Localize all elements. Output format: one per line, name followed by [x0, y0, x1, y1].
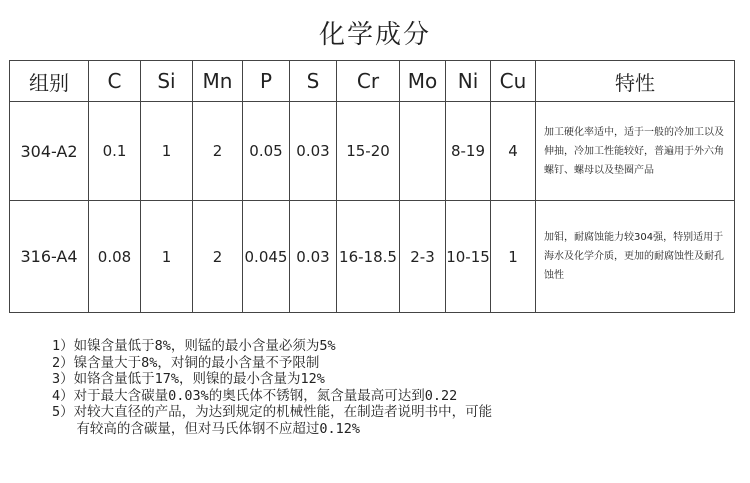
cell-c: 0.1 — [89, 102, 141, 201]
cell-property: 加钼，耐腐蚀能力较304强，特别适用于海水及化学介质，更加的耐腐蚀性及耐孔蚀性 — [536, 201, 735, 313]
cell-cr: 15-20 — [337, 102, 400, 201]
header-cr: Cr — [337, 61, 400, 102]
composition-table — [9, 60, 735, 313]
header-group: 组别 — [10, 61, 89, 102]
cell-mn: 2 — [193, 201, 243, 313]
note-line: 4）对于最大含碳量0.03%的奥氏体不锈钢，氮含量最高可达到0.22 — [52, 387, 458, 404]
header-si: Si — [141, 61, 193, 102]
cell-group: 316-A4 — [10, 201, 89, 313]
table-row — [10, 102, 735, 201]
notes-list — [52, 338, 492, 437]
cell-mo — [400, 102, 446, 201]
header-cu: Cu — [491, 61, 536, 102]
cell-mo: 2-3 — [400, 201, 446, 313]
header-p: P — [243, 61, 290, 102]
header-mn: Mn — [193, 61, 243, 102]
note-line: 5）对较大直径的产品，为达到规定的机械性能，在制造者说明书中，可能 — [52, 404, 493, 420]
cell-ni: 8-19 — [446, 102, 491, 201]
header-property: 特性 — [536, 61, 735, 102]
cell-s: 0.03 — [290, 102, 337, 201]
note-line: 3）如铬含量低于17%，则镍的最小含量为12% — [52, 371, 325, 387]
cell-property: 加工硬化率适中，适于一般的冷加工以及伸抽，冷加工性能较好，普遍用于外六角螺钉、螺母以及垫圈产品 — [536, 102, 735, 201]
cell-s: 0.03 — [290, 201, 337, 313]
cell-p: 0.045 — [243, 201, 290, 313]
header-s: S — [290, 61, 337, 102]
note-line: 2）镍含量大于8%，对铜的最小含量不予限制 — [52, 354, 320, 371]
header-row — [10, 61, 735, 102]
cell-mn: 2 — [193, 102, 243, 201]
cell-p: 0.05 — [243, 102, 290, 201]
cell-ni: 10-15 — [446, 201, 491, 313]
note-line: 有较高的含碳量，但对马氏体钢不应超过0.12% — [52, 420, 361, 437]
cell-si: 1 — [141, 102, 193, 201]
header-c: C — [89, 61, 141, 102]
table-row — [10, 201, 735, 313]
cell-si: 1 — [141, 201, 193, 313]
cell-c: 0.08 — [89, 201, 141, 313]
note-line: 1）如镍含量低于8%，则锰的最小含量必须为5% — [52, 338, 336, 354]
page-title: 化学成分 — [318, 20, 431, 50]
cell-cu: 1 — [491, 201, 536, 313]
cell-cu: 4 — [491, 102, 536, 201]
header-ni: Ni — [446, 61, 491, 102]
header-mo: Mo — [400, 61, 446, 102]
cell-group: 304-A2 — [10, 102, 89, 201]
cell-cr: 16-18.5 — [337, 201, 400, 313]
